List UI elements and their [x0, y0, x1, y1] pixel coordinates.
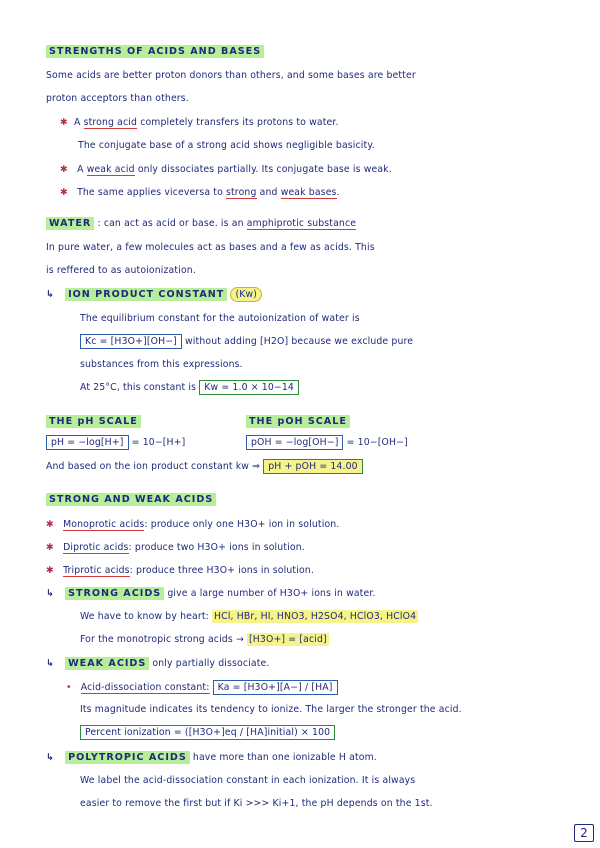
poh-expression-line: pOH = −log[OH−] = 10−[OH−] [246, 433, 408, 453]
text-line: Its magnitude indicates its tendency to ionize. The larger the stronger the acid. [80, 704, 462, 715]
term-amphiprotic: amphiprotic substance [246, 218, 357, 229]
ka-line [66, 678, 338, 698]
star-bullet-icon: ✱ [46, 565, 54, 576]
polytropic-title: POLYTROPIC ACIDS [65, 751, 190, 764]
strong-acids-line: ↳ STRONG ACIDS give a large number of H3O+ ions in water. [46, 588, 376, 599]
ph-expression-line: pH = −log[H+] = 10−[H+] [46, 433, 185, 453]
poh-expression: pOH = −log[OH−] [246, 435, 343, 450]
strong-acids-title: STRONG ACIDS [65, 587, 164, 600]
arrow-icon: ↳ [46, 658, 54, 669]
star-bullet-icon: ✱ [60, 117, 68, 128]
bullet-strong-acid: ✱ A strong acid completely transfers its protons to water. [60, 117, 339, 128]
text-line: We label the acid-dissociation constant in each ionization. It is always [80, 775, 416, 786]
strong-acids-list-line: We have to know by heart: HCl, HBr, HI, HNO3, H2SO4, HClO3, HClO4 [80, 611, 417, 622]
arrow-icon: ↳ [46, 289, 54, 300]
star-bullet-icon: ✱ [46, 542, 54, 553]
ph-title: THE pH SCALE [46, 415, 141, 428]
term-weak-bases: weak bases [280, 187, 337, 198]
percent-ionization-line [80, 723, 335, 743]
star-bullet-icon: ✱ [46, 519, 54, 530]
monotropic-eq: [H3O+] = [acid] [249, 634, 327, 645]
kc-line: Kc = [H3O+][OH−] without adding [H2O] because we exclude pure [80, 332, 413, 352]
bullet-bases: ✱ The same applies viceversa to strong and weak bases. [60, 187, 340, 198]
triprotic-line: ✱ Triprotic acids: produce three H3O+ ions in solution. [46, 565, 314, 576]
strengths-title: STRENGTHS OF ACIDS AND BASES [46, 45, 264, 58]
weak-acids-title: WEAK ACIDS [65, 657, 149, 670]
ph-title-line [46, 412, 141, 432]
star-bullet-icon: ✱ [60, 164, 68, 175]
ka-expression: Ka = [H3O+][A−] / [HA] [213, 680, 338, 695]
text-line: In pure water, a few molecules act as bases and a few as acids. This [46, 242, 375, 253]
weak-acids-line: ↳ WEAK ACIDS only partially dissociate. [46, 658, 270, 669]
poh-title: THE pOH SCALE [246, 415, 350, 428]
term-diprotic: Diprotic acids [63, 542, 129, 553]
star-bullet-icon: ✱ [60, 187, 68, 198]
water-line: WATER : can act as acid or base. is an amphiprotic substance [46, 214, 356, 234]
poh-title-line [246, 412, 350, 432]
term-weak-acid: weak acid [86, 164, 135, 175]
polytropic-line: ↳ POLYTROPIC ACIDS have more than one ionizable H atom. [46, 752, 377, 763]
kw-tag: (Kw) [230, 287, 262, 302]
arrow-icon: ↳ [46, 588, 54, 599]
kw-value-line: At 25°C, this constant is Kw = 1.0 × 10−14 [80, 378, 299, 398]
percent-ionization-expression: Percent ionization = ([H3O+]eq / [HA]initial) × 100 [80, 725, 335, 740]
arrow-icon: ↳ [46, 752, 54, 763]
term-monoprotic: Monoprotic acids [63, 519, 145, 530]
diprotic-line: ✱ Diprotic acids: produce two H3O+ ions in solution. [46, 542, 305, 553]
kw-heading [46, 285, 262, 305]
text-line: Some acids are better proton donors than others, and some bases are better [46, 70, 416, 81]
monotropic-line: For the monotropic strong acids → [H3O+] = [acid] [80, 634, 327, 645]
term-acid-dissociation: Acid-dissociation constant: [80, 682, 210, 693]
monoprotic-line: ✱ Monoprotic acids: produce only one H3O+ ion in solution. [46, 519, 340, 530]
term-strong: strong [226, 187, 257, 198]
water-title: WATER [46, 217, 94, 230]
ph-poh-sum: pH + pOH = 14.00 [263, 459, 363, 474]
term-strong-acid: strong acid [83, 117, 138, 128]
dot-bullet-icon: • [66, 682, 72, 693]
ph-poh-sum-line: And based on the ion product constant kw ⇒ pH + pOH = 14.00 [46, 457, 363, 477]
term-triprotic: Triprotic acids [63, 565, 130, 576]
text-line: substances from this expressions. [80, 359, 243, 370]
bullet-weak-acid: ✱ A weak acid only dissociates partially. Its conjugate base is weak. [60, 164, 392, 175]
kc-expression: Kc = [H3O+][OH−] [80, 334, 182, 349]
strong-weak-title-line [46, 490, 216, 510]
strong-weak-title: STRONG AND WEAK ACIDS [46, 493, 216, 506]
kw-expression: Kw = 1.0 × 10−14 [199, 380, 299, 395]
text-line: is reffered to as autoionization. [46, 265, 196, 276]
kw-title: ION PRODUCT CONSTANT [65, 288, 227, 301]
strong-acids-list: HCl, HBr, HI, HNO3, H2SO4, HClO3, HClO4 [214, 611, 417, 622]
text-line: proton acceptors than others. [46, 93, 189, 104]
text-line: completely transfers its protons to water. [140, 117, 339, 128]
text-line: The equilibrium constant for the autoionization of water is [80, 313, 360, 324]
text-line: The conjugate base of a strong acid shows negligible basicity. [78, 140, 375, 151]
section-title-strengths [46, 42, 264, 62]
text-line: easier to remove the first but if Ki >>> Ki+1, the pH depends on the 1st. [80, 798, 433, 809]
text-line: only dissociates partially. Its conjugate base is weak. [137, 164, 392, 175]
ph-expression: pH = −log[H+] [46, 435, 129, 450]
page-number: 2 [574, 824, 594, 842]
